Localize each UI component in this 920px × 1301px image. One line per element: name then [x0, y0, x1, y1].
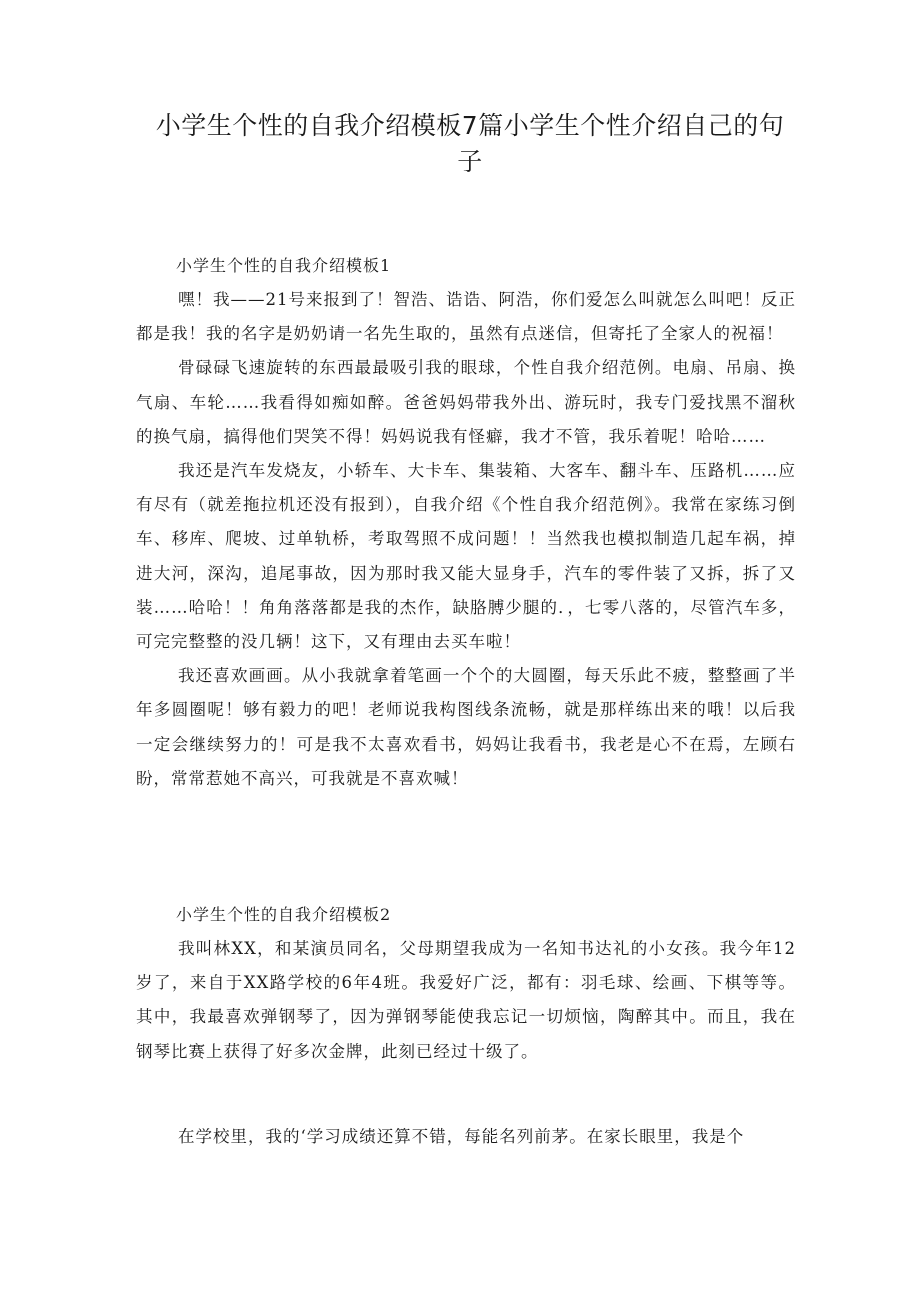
paragraph: 我还喜欢画画。从小我就拿着笔画一个个的大圆圈，每天乐此不疲，整整画了半年多圆圈呢！够有毅力的吧！老师说我构图线条流畅，就是那样练出来的哦！以后我一定会继续努力的！可是我不太喜欢看书，妈妈让我看书，我老是心不在焉，左顾右盼，常常惹她不高兴，可我就是不喜欢喊！	[136, 666, 796, 788]
paragraph: 我还是汽车发烧友，小轿车、大卡车、集装箱、大客车、翻斗车、压路机……应有尽有（就差拖拉机还没有报到），自我介绍《个性自我介绍范例》。我常在家练习倒车、移库、爬坡、过单轨桥，考取驾照不成问题！！当然我也模拟制造几起车祸，掉进大河，深沟，追尾事故，因为那时我又能大显身手，汽车的零件装了又拆，拆了又装……哈哈！！角角落落都是我的杰作，缺胳膊少腿的．，七零八落的，尽管汽车多，可完完整整的没几辆！这下，又有理由去买车啦！	[136, 461, 796, 652]
section-heading: 小学生个性的自我介绍模板1	[176, 256, 392, 275]
paragraph: 我叫林XX，和某演员同名，父母期望我成为一名知书达礼的小女孩。我今年12岁了，来自于XX路学校的6年4班。我爱好广泛，都有：羽毛球、绘画、下棋等等。其中，我最喜欢弹钢琴了，因为弹钢琴能使我忘记一切烦恼，陶醉其中。而且，我在钢琴比赛上获得了好多次金牌，此刻已经过十级了。	[136, 939, 796, 1061]
section-template-1	[136, 249, 796, 796]
section-heading: 小学生个性的自我介绍模板2	[176, 905, 392, 924]
paragraph: 嘿！我——21号来报到了！智浩、诰诰、阿浩，你们爱怎么叫就怎么叫吧！反正都是我！我的名字是奶奶请一名先生取的，虽然有点迷信，但寄托了全家人的祝福！	[136, 290, 796, 344]
paragraph: 骨碌碌飞速旋转的东西最最吸引我的眼球，个性自我介绍范例。电扇、吊扇、换气扇、车轮……我看得如痴如醉。爸爸妈妈带我外出、游玩时，我专门爱找黑不溜秋的换气扇，搞得他们哭笑不得！妈妈说我有怪癖，我才不管，我乐着呢！哈哈……	[136, 358, 796, 446]
section-continuation	[136, 1120, 796, 1154]
section-template-2	[136, 898, 796, 1069]
paragraph: 在学校里，我的‘学习成绩还算不错，每能名列前茅。在家长眼里，我是个	[178, 1127, 745, 1146]
document-title: 小学生个性的自我介绍模板7篇小学生个性介绍自己的句子	[155, 111, 785, 176]
